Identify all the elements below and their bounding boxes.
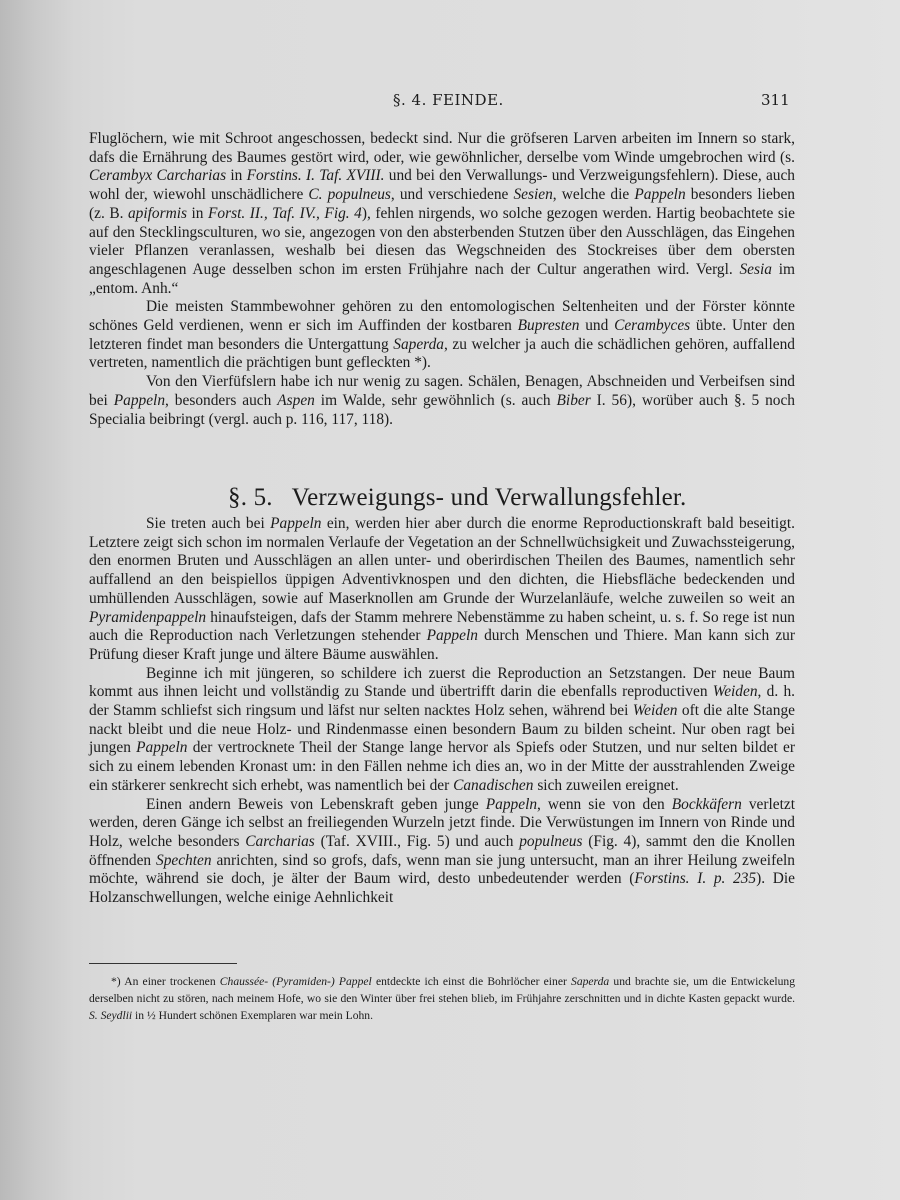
paragraph xyxy=(89,796,795,908)
text-block-section-5 xyxy=(89,515,795,908)
italic-run: Aspen xyxy=(277,391,315,409)
italic-run: apiformis xyxy=(127,204,187,222)
text-run: im Walde, sehr gewöhnlich (s. auch xyxy=(314,391,557,409)
footnote xyxy=(89,973,795,1024)
italic-run: Forstins. I. Taf. XVIII. xyxy=(246,167,385,185)
italic-run: Cerambyces xyxy=(614,317,691,335)
text-run: I. 56), worüber auch §. 5 noch Specialia beibringt (vergl. auch p. 116, 117, 118). xyxy=(89,391,796,428)
text-run: und xyxy=(579,317,615,335)
text-run: *) An einer trockenen xyxy=(111,975,220,988)
italic-run: Forst. II., Taf. IV., Fig. 4 xyxy=(208,204,362,222)
text-run: in ½ Hundert schönen Exemplaren war mein Lohn. xyxy=(132,1009,373,1022)
italic-run: Cerambyx Carcharias xyxy=(89,167,227,185)
italic-run: Spechten xyxy=(156,851,212,869)
paragraph xyxy=(89,665,795,796)
italic-run: Canadischen xyxy=(453,776,534,794)
italic-run: Pappeln xyxy=(113,391,166,409)
text-run: , zu welcher ja auch die schädlichen gehören, auffallend vertreten, namentlich die prächtigen bunt gefleckten *). xyxy=(89,335,795,372)
italic-run: C. populneus xyxy=(308,186,391,204)
text-run: Fluglöchern, wie mit Schroot angeschossen, bedeckt sind. Nur die gröfseren Larven arbeiten im Innern so stark, dafs die Ernährung des Baumes gestört wird, oder, wie gewöhnlicher, derselbe vom Winde umgebrochen wird (s. xyxy=(89,130,795,166)
italic-run: Weiden xyxy=(632,702,678,720)
text-run: Die meisten Stammbewohner gehören zu den entomologischen Seltenheiten und der Förster könnte schönes Geld verdienen, wenn er sich im Auffinden der kostbaren xyxy=(89,298,795,335)
italic-run: Biber xyxy=(556,391,591,409)
text-run: entdeckte ich einst die Bohrlöcher einer xyxy=(371,975,572,988)
italic-run: S. Seydlii xyxy=(89,1009,133,1022)
italic-run: Weiden xyxy=(712,683,758,701)
text-block-section-4 xyxy=(89,130,795,429)
paragraph xyxy=(89,298,795,373)
text-run: (Fig. 4), sammt den die Knollen öffnenden xyxy=(89,832,796,869)
italic-run: Bupresten xyxy=(517,317,580,335)
running-header-section xyxy=(393,91,504,109)
footnote-separator xyxy=(89,963,237,964)
text-run: ). Die Holzanschwellungen, welche einige Aehnlichkeit xyxy=(89,870,795,907)
text-run: anrichten, sind so grofs, dafs, wenn man sie jung untersucht, man an ihrer Heilung zweifeln möchte, während sie doch, je älter der Baum wird, desto unbedeutender werden ( xyxy=(89,851,795,888)
paragraph xyxy=(89,130,795,298)
text-run: und brachte sie, um die Entwickelung derselben nicht zu stören, nach meinem Hofe, wo sie den Winter über frei stehen blieb, im Frühjahre zerschnitten und in dichte Kasten gepackt wurde. xyxy=(89,975,795,1005)
text-run: , und verschiedene xyxy=(390,186,514,204)
text-run: im „entom. Anh.“ xyxy=(89,260,795,297)
text-run: Sie treten auch bei xyxy=(146,515,271,532)
text-run: , d. h. der Stamm schliefst sich ringsum und läfst nur selten nacktes Holz sehen, während bei xyxy=(89,683,795,720)
text-run: , besonders auch xyxy=(165,391,278,409)
text-run: Beginne ich mit jüngeren, so schildere ich zuerst die Reproduction an Setzstangen. Der neue Baum kommt aus ihnen leicht und vollständig zu Stande und übertrifft darin die ebenfalls reproductiven xyxy=(89,664,795,701)
text-run: Von den Vierfüfslern habe ich nur wenig zu sagen. Schälen, Benagen, Abschneiden und Verbeifsen sind bei xyxy=(89,373,795,409)
italic-run: Pyramidenpappeln xyxy=(89,608,207,626)
italic-run: populneus xyxy=(519,832,583,850)
section-marker: §. 4. xyxy=(393,91,427,109)
paragraph xyxy=(89,515,795,665)
text-run: (Taf. XVIII., Fig. 5) und auch xyxy=(314,832,520,850)
text-run: hinaufsteigen, dafs der Stamm mehrere Nebenstämme zu haben scheint, u. s. f. So rege ist nun auch die Reproduction nach Verletzungen stehender xyxy=(89,608,795,645)
text-run: verletzt werden, deren Gänge ich selbst an freiliegenden Wurzeln jetzt finde. Die Verwüstungen im Innern von Rinde und Holz, welche besonders xyxy=(89,795,795,850)
text-run: und bei den Verwallungs- und Verzweigungsfehlern). Diese, auch wohl der, wiewohl unschädlichere xyxy=(89,167,795,204)
section-heading: §. 5. Verzweigungs- und Verwallungsfehler. xyxy=(228,484,687,511)
text-run: , wenn sie von den xyxy=(537,795,672,813)
italic-run: Pappeln xyxy=(634,186,686,204)
italic-run: Saperda xyxy=(393,335,444,353)
text-run: der vertrocknete Theil der Stange lange hervor als Spiefs oder Stutzen, und nur selten bildet er sich zu einem lebenden Kronast um: in den Fällen nehme ich dies an, wo in der Mitte der ausstrahlenden Zweige ein stärkerer senkrecht sich erhebt, was namentlich bei der xyxy=(89,739,795,794)
text-run: oft die alte Stange nackt bleibt und die neue Holz- und Rindenmasse einen besondern Baum zu bilden scheint. Nur oben ragt bei jungen xyxy=(89,702,795,757)
italic-run: Bockkäfern xyxy=(671,795,742,813)
page-number: 311 xyxy=(761,91,790,109)
section-title: FEINDE. xyxy=(432,91,504,109)
italic-run: Sesien xyxy=(513,186,553,204)
italic-run: Forstins. I. p. 235 xyxy=(634,870,757,888)
text-run: sich zuweilen ereignet. xyxy=(533,776,679,794)
italic-run: Pappeln xyxy=(136,739,188,757)
text-run: Einen andern Beweis von Lebenskraft geben junge xyxy=(146,795,486,813)
italic-run: Carcharias xyxy=(245,832,315,850)
italic-run: Pappeln xyxy=(426,627,478,645)
italic-run: Sesia xyxy=(739,260,772,278)
running-header xyxy=(0,91,900,115)
italic-run: Pappeln xyxy=(485,795,538,813)
text-run: in xyxy=(226,167,247,185)
text-run: ein, werden hier aber durch die enorme Reproductionskraft bald beseitigt. Letztere zeigt sich schon im normalen Verlaufe der Vegetation an der Schnellwüchsigkeit und Zuwachssteigerung, den enormen Bruten und Ausschlägen an allen unter- und oberirdischen Theilen des Baumes, namentlich sehr auffallend an den beispiellos üppigen Adventivknospen und den dichten, die Hiebsfläche bedeckenden und umhüllenden Ausschlägen, sowie auf Maserknollen am Grunde der Wurzelanläufe, welche zuweilen so weit an xyxy=(89,515,795,607)
italic-run: Saperda xyxy=(571,975,610,988)
italic-run: Pappeln xyxy=(270,515,322,532)
text-run: durch Menschen und Thiere. Man kann sich zur Prüfung dieser Kraft junge und ältere Bäume auswählen. xyxy=(89,627,796,663)
text-run: übte. Unter den letzteren findet man besonders die Untergattung xyxy=(89,317,796,353)
paragraph xyxy=(89,373,795,429)
italic-run: Chaussée- (Pyramiden-) Pappel xyxy=(219,975,372,988)
text-run: ), fehlen nirgends, wo solche gezogen werden. Hartig beobachtete sie auf den Stecklingsculturen, wo sie, angezogen von den absterbenden Stutzen über den Ausschlägen, das Eingehen vieler Pflanzen veranlassen, weshalb bei diesen das Wegschneiden des Stockreises über dem obersten angeschlagenen Auge desselben schon im ersten Frühjahre nach der Cultur angerathen wird. Vergl. xyxy=(89,204,796,278)
text-run: besonders lieben (z. B. xyxy=(89,186,796,222)
text-run: in xyxy=(186,204,208,222)
text-run: , welche die xyxy=(552,186,635,204)
